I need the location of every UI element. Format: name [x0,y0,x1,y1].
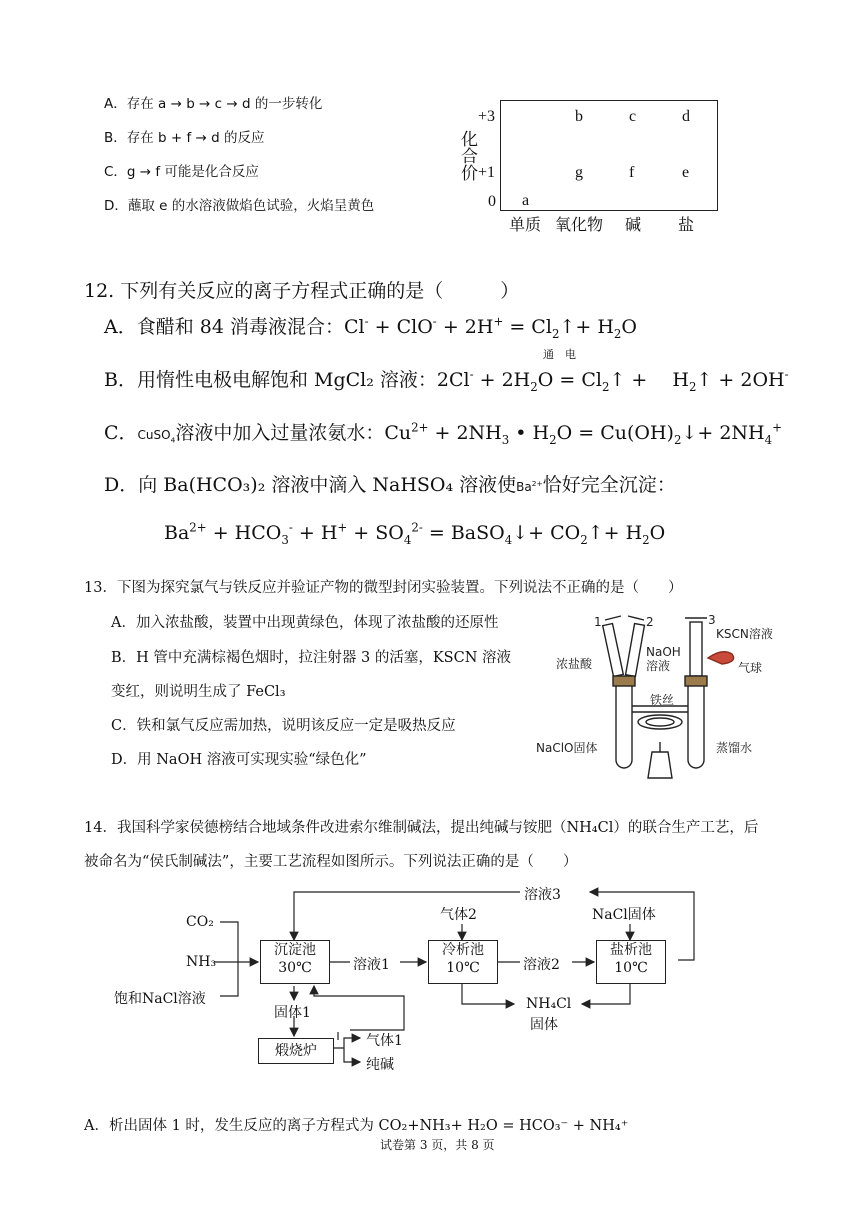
q13-option-a: A．加入浓盐酸，装置中出现黄绿色，体现了浓盐酸的还原性 [111,615,499,631]
q13-option-d: D．用 NaOH 溶液可实现实验“绿色化” [111,752,367,768]
q13-option-c: C．铁和氯气反应需加热，说明该反应一定是吸热反应 [111,718,456,734]
input-nacl-solution: 饱和NaCl溶液 [114,991,206,1007]
solution-3: 溶液3 [524,887,561,903]
hcl-label: 浓盐酸 [556,657,593,671]
nh4cl-solid: 固体 [530,1017,558,1033]
water-label: 蒸馏水 [716,741,753,755]
q12-option-c: C．CuSO$_4$溶液中加入过量浓氨水：$Cu^{2+} + 2NH_3$ • $H_2O$ = $Cu(OH)_2↓+ 2NH_4^+$ [104,420,782,447]
q14-stem-line2: 被命名为“侯氏制碱法”，主要工艺流程如图所示。下列说法正确的是（ ） [84,854,578,870]
xcat-3: 盐 [678,215,695,234]
salting-tank: 盐析池 10℃ [596,940,666,984]
q11-option-a: A．存在 a → b → c → d 的一步转化 [104,96,323,112]
chart-ylabel: 化合价 [457,130,477,181]
naoh-label-2: 溶液 [646,659,671,673]
ytick-3: +3 [478,108,496,125]
solution-1: 溶液1 [353,957,390,973]
q12-stem: 12. 下列有关反应的离子方程式正确的是（ ） [84,280,520,302]
q13-option-b-line1: B．H 管中充满棕褐色烟时，拉注射器 3 的活塞，KSCN 溶液 [111,650,512,666]
syringe-3-label: 3 [708,613,716,627]
input-nh3: NH₃ [186,954,217,970]
q12-option-a: A．食醋和 84 消毒液混合：$Cl^- + ClO^- + 2H^+ = Cl_2↑+ H_2O$ [104,314,637,341]
gas-1: 气体1 [366,1033,403,1049]
chart-point-b: b [575,108,583,125]
calcination-furnace: 煅烧炉 [258,1038,334,1064]
input-co2: CO₂ [186,914,214,930]
precipitation-tank: 沉淀池 30℃ [260,940,330,984]
naoh-label-1: NaOH [646,645,681,659]
chart-point-g: g [575,164,583,181]
q11-option-c: C．g → f 可能是化合反应 [104,164,259,180]
balloon-label: 气球 [738,661,763,675]
soda-ash: 纯碱 [366,1057,394,1073]
gas-2: 气体2 [440,907,477,923]
kscn-label: KSCN溶液 [716,627,773,641]
q12-option-b: B．用惰性电极电解饱和 MgCl₂ 溶液：$2Cl^- + 2H_2O$ = $Cl_2↑$ + $H_2↑ + 2OH^-$ [104,367,789,394]
q14-stem-line1: 14．我国科学家侯德榜结合地域条件改进索尔维制碱法，提出纯碱与铵肥（NH₄Cl）的联合生产工艺，后 [84,820,759,836]
chart-point-f: f [629,164,635,181]
q12-option-d: D．向 Ba(HCO₃)₂ 溶液中滴入 NaHSO₄ 溶液使$Ba^{2+}$恰好完全沉淀： [104,474,676,496]
xcat-1: 氧化物 [555,215,604,234]
q11-option-d: D．蘸取 e 的水溶液做焰色试验，火焰呈黄色 [104,198,375,214]
chart-point-d: d [682,108,690,125]
nacl-solid: NaCl固体 [592,907,656,923]
syringe-2-label: 2 [646,615,654,629]
q14-option-a: A．析出固体 1 时，发生反应的离子方程式为 CO₂+NH₃+ H₂O = HCO₃⁻ + NH₄⁺ [84,1118,629,1134]
xcat-0: 单质 [509,215,542,234]
xcat-2: 碱 [625,215,642,234]
chart-point-c: c [629,108,637,125]
wire-label: 铁丝 [650,693,675,707]
nh4cl-product: NH₄Cl [526,996,572,1012]
cooling-tank: 冷析池 10℃ [428,940,498,984]
q13-stem: 13．下图为探究氯气与铁反应并验证产物的微型封闭实验装置。下列说法不正确的是（ ） [84,580,683,596]
chart-point-a: a [522,192,530,209]
q11-option-b: B．存在 b + f → d 的反应 [104,130,265,146]
chart-point-e: e [682,164,690,181]
ytick-0: 0 [488,193,496,210]
q12-option-d-equation: $Ba^{2+} + HCO_3^- + H^+ + SO_4^{2-}$ = BaSO$_4$↓+ $CO_2↑+ H_2O$ [164,520,666,547]
solid-1: 固体1 [274,1005,311,1021]
electrolysis-condition: 通 电 [543,348,576,361]
q13-option-b-line2: 变红，则说明生成了 FeCl₃ [111,684,286,700]
ytick-1: +1 [478,164,496,181]
page-footer: 试卷第 3 页，共 8 页 [380,1138,495,1152]
naclo-label: NaClO固体 [536,741,598,755]
solution-2: 溶液2 [523,957,560,973]
syringe-1-label: 1 [594,615,602,629]
